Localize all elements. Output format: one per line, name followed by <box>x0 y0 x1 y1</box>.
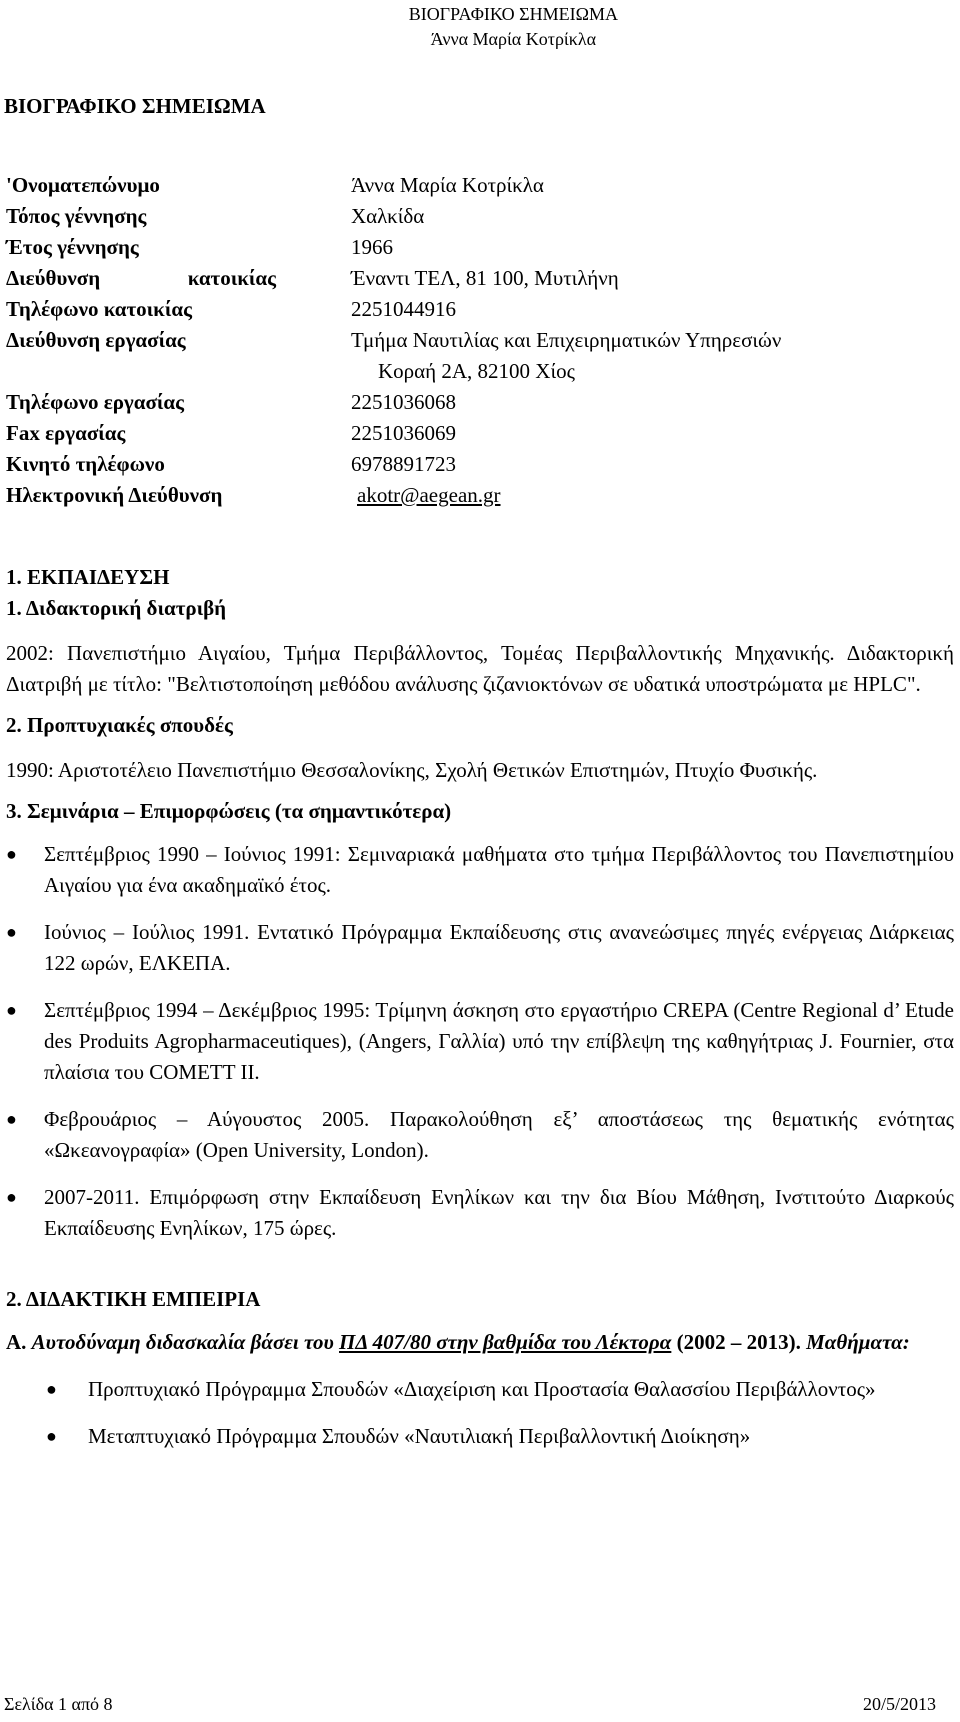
info-value: Χαλκίδα <box>351 204 425 228</box>
info-value: Άννα Μαρία Κοτρίκλα <box>351 173 544 197</box>
info-row <box>6 325 781 356</box>
teaching-a-italic: Αυτοδύναμη διδασκαλία βάσει του <box>31 1330 334 1354</box>
page-number: Σελίδα 1 από 8 <box>4 1694 113 1714</box>
info-row <box>6 449 781 480</box>
info-value: 1966 <box>351 235 393 259</box>
info-value: 6978891723 <box>351 452 456 476</box>
info-label: Fax εργασίας <box>6 421 126 445</box>
info-row <box>6 170 781 201</box>
info-value: Κοραή 2Α, 82100 Χίος <box>378 359 575 383</box>
info-row <box>6 387 781 418</box>
list-item <box>6 995 954 1088</box>
info-value: Έναντι ΤΕΛ, 81 100, Μυτιλήνη <box>351 266 619 290</box>
section-heading-teaching: 2. ΔΙΔΑΚΤΙΚΗ ΕΜΠΕΙΡΙΑ <box>6 1287 261 1311</box>
phd-text: 2002: Πανεπιστήμιο Αιγαίου, Τμήμα Περιβάλλοντος, Τομέας Περιβαλλοντικής Μηχανικής. Διδακτορική Διατριβή με τίτλο: "Βελτιστοποίηση μεθόδου ανάλυσης ζιζανιοκτόνων σε υδατικά υποστρώματα με HPLC". <box>6 641 954 696</box>
list-item-text: Σεπτέμβριος 1994 – Δεκέμβριος 1995: Τρίμηνη άσκηση στο εργαστήριο CREPA (Centre Regional d’ Etude des Produits Agropharmaceutiques), (Angers, Γαλλία) υπό την επίβλεψη της καθηγήτριας J. Fournier, στα πλαίσια του COMETT II. <box>44 998 954 1084</box>
info-row <box>6 418 781 449</box>
page-footer <box>4 1694 936 1715</box>
info-label: Τηλέφωνο εργασίας <box>6 390 184 414</box>
list-item-text: Μεταπτυχιακό Πρόγραμμα Σπουδών «Ναυτιλιακή Περιβαλλοντική Διοίκηση» <box>88 1424 751 1448</box>
list-item <box>6 1421 954 1452</box>
bullet-icon: ● <box>46 1426 57 1446</box>
teaching-a-prefix: Α. <box>6 1330 27 1354</box>
undergrad-text: 1990: Αριστοτέλειο Πανεπιστήμιο Θεσσαλονίκης, Σχολή Θετικών Επιστημών, Πτυχίο Φυσικής. <box>6 758 818 782</box>
bullet-icon: ● <box>6 1109 17 1129</box>
bullet-icon: ● <box>6 844 17 864</box>
info-row <box>6 356 781 387</box>
info-label <box>6 356 351 387</box>
personal-info-table <box>6 170 781 511</box>
cv-content <box>6 562 954 1468</box>
subsection-heading-undergrad: 2. Προπτυχιακές σπουδές <box>6 713 233 737</box>
list-item-text: 2007-2011. Επιμόρφωση στην Εκπαίδευση Ενηλίκων και την δια Βίου Μάθηση, Ινστιτούτο Διαρκούς Εκπαίδευσης Ενηλίκων, 175 ώρες. <box>44 1185 954 1240</box>
teaching-a-underlined: ΠΔ 407/80 στην βαθμίδα του Λέκτορα <box>339 1330 672 1354</box>
header-name: Άννα Μαρία Κοτρίκλα <box>430 29 597 49</box>
list-item <box>6 839 954 901</box>
subsection-heading-seminars: 3. Σεμινάρια – Επιμορφώσεις (τα σημαντικότερα) <box>6 799 452 823</box>
info-row <box>6 480 781 511</box>
info-label: 'Ονοματεπώνυμο <box>6 173 160 197</box>
info-label <box>6 263 351 294</box>
list-item <box>6 1182 954 1244</box>
footer-date: 20/5/2013 <box>862 1694 936 1714</box>
section-heading-education: 1. ΕΚΠΑΙΔΕΥΣΗ <box>6 565 170 589</box>
info-label: Κινητό τηλέφωνο <box>6 452 165 476</box>
info-row <box>6 201 781 232</box>
subsection-heading-phd <box>6 593 954 624</box>
info-value: 2251036068 <box>351 390 456 414</box>
info-row <box>6 263 781 294</box>
info-value <box>351 480 781 511</box>
bullet-icon: ● <box>46 1379 57 1399</box>
info-value: 2251036069 <box>351 421 456 445</box>
list-item <box>6 917 954 979</box>
teaching-a-years: (2002 – 2013). <box>676 1330 801 1354</box>
list-item <box>6 1104 954 1166</box>
phd-heading-text: 1. Διδακτορική διατριβή <box>6 596 227 620</box>
list-item-text: Προπτυχιακό Πρόγραμμα Σπουδών «Διαχείριση και Προστασία Θαλασσίου Περιβάλλοντος» <box>88 1377 876 1401</box>
bullet-icon: ● <box>6 1000 17 1020</box>
page-header <box>409 2 618 52</box>
email-link[interactable]: akotr@aegean.gr <box>357 483 501 507</box>
courses-list <box>6 1374 954 1452</box>
info-label-text: Διεύθυνση κατοικίας <box>6 266 276 290</box>
info-label: Διεύθυνση εργασίας <box>6 328 186 352</box>
info-label: Τόπος γέννησης <box>6 204 147 228</box>
seminars-list <box>6 839 954 1244</box>
document-title: ΒΙΟΓΡΑΦΙΚΟ ΣΗΜΕΙΩΜΑ <box>4 94 266 118</box>
info-label: Έτος γέννησης <box>6 235 139 259</box>
teaching-a-paragraph <box>6 1327 954 1358</box>
header-title: ΒΙΟΓΡΑΦΙΚΟ ΣΗΜΕΙΩΜΑ <box>408 4 618 24</box>
info-row <box>6 294 781 325</box>
info-row <box>6 232 781 263</box>
info-value: Τμήμα Ναυτιλίας και Επιχειρηματικών Υπηρεσιών <box>351 328 782 352</box>
bullet-icon: ● <box>6 1187 17 1207</box>
list-item <box>6 1374 954 1405</box>
teaching-a-courses-label: Μαθήματα: <box>806 1330 910 1354</box>
info-label: Ηλεκτρονική Διεύθυνση <box>6 483 223 507</box>
list-item-text: Ιούνιος – Ιούλιος 1991. Εντατικό Πρόγραμμα Εκπαίδευσης στις ανανεώσιμες πηγές ενέργειας Διάρκειας 122 ωρών, ΕΛΚΕΠΑ. <box>44 920 954 975</box>
info-label: Τηλέφωνο κατοικίας <box>6 297 192 321</box>
list-item-text: Φεβρουάριος – Αύγουστος 2005. Παρακολούθηση εξ’ αποστάσεως της θεματικής ενότητας «Ωκεανογραφία» (Open University, London). <box>44 1107 954 1162</box>
bullet-icon: ● <box>6 922 17 942</box>
info-value: 2251044916 <box>351 297 456 321</box>
list-item-text: Σεπτέμβριος 1990 – Ιούνιος 1991: Σεμιναριακά μαθήματα στο τμήμα Περιβάλλοντος του Πανεπιστημίου Αιγαίου για ένα ακαδημαϊκό έτος. <box>44 842 954 897</box>
